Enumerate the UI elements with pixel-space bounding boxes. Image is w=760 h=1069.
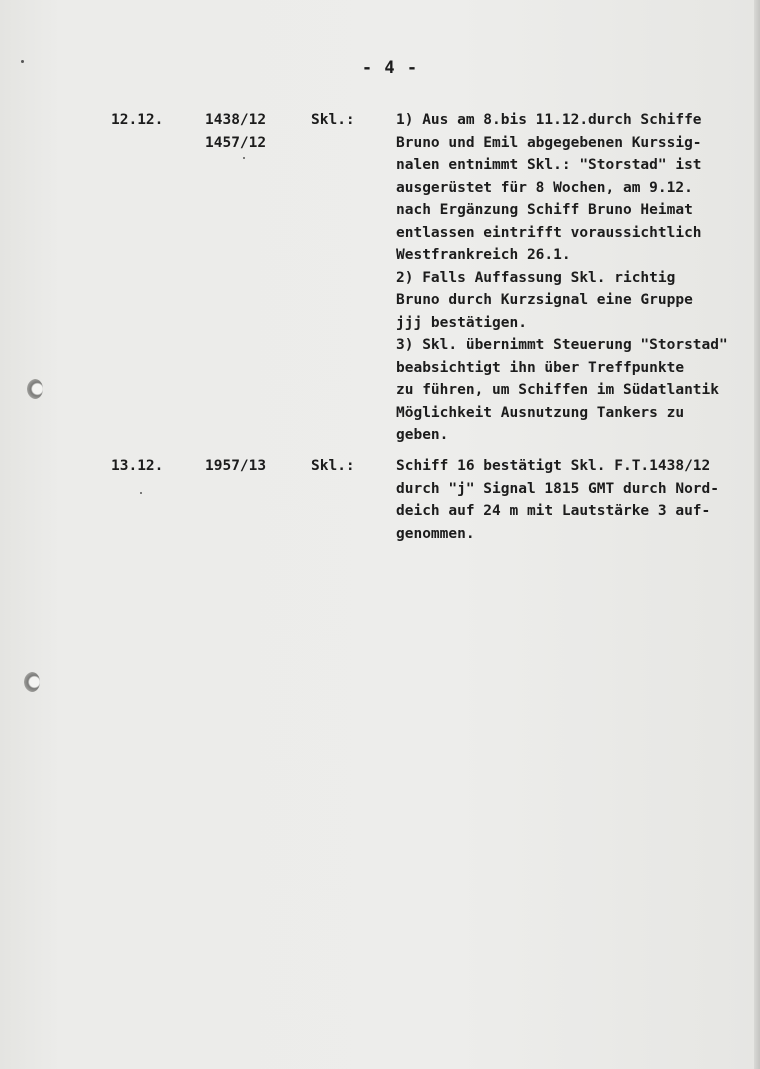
- entry-sender: Skl.:: [311, 112, 355, 128]
- entry-text-line: beabsichtigt ihn über Treffpunkte: [396, 359, 685, 376]
- entry-text-line: jjj bestätigen.: [396, 314, 527, 331]
- entry-text-line: ausgerüstet für 8 Wochen, am 9.12.: [396, 179, 693, 196]
- entry-text-line: geben.: [396, 427, 449, 443]
- entry-text-line: 1) Aus am 8.bis 11.12.durch Schiffe: [396, 112, 702, 128]
- entry-text-line: deich auf 24 m mit Lautstärke 3 auf-: [396, 503, 711, 519]
- punch-hole-lower: [24, 672, 40, 692]
- entry-text-line: 2) Falls Auffassung Skl. richtig: [396, 269, 676, 286]
- entry-text: [396, 109, 760, 447]
- entry-text-line: nach Ergänzung Schiff Bruno Heimat: [396, 202, 693, 218]
- entry-text: [396, 455, 760, 545]
- entry-reference: 1957/13: [205, 458, 267, 474]
- entry-sender: Skl.:: [311, 458, 355, 474]
- paper-speck: [140, 492, 142, 494]
- entry-text-line: Bruno und Emil abgegebenen Kurssig-: [396, 134, 702, 151]
- entry-date: 13.12.: [111, 458, 164, 474]
- entry-text-line: Bruno durch Kurzsignal eine Gruppe: [396, 292, 693, 308]
- entry-text-line: Westfrankreich 26.1.: [396, 247, 571, 263]
- entry-text-line: nalen entnimmt Skl.: "Storstad" ist: [396, 157, 702, 173]
- paper-speck: [243, 157, 245, 159]
- entry-text-line: genommen.: [396, 525, 475, 542]
- entry-text-line: Möglichkeit Ausnutzung Tankers zu: [396, 404, 685, 421]
- entry-text-line: zu führen, um Schiffen im Südatlantik: [396, 382, 720, 398]
- entry-reference: 1457/12: [205, 134, 267, 151]
- page-number: - 4 -: [361, 58, 419, 78]
- entry-date: 12.12.: [111, 112, 164, 128]
- entry-reference: 1438/12: [205, 112, 267, 128]
- punch-hole-upper: [27, 379, 43, 399]
- entry-text-line: Schiff 16 bestätigt Skl. F.T.1438/12: [396, 458, 711, 474]
- entry-references: [205, 455, 266, 478]
- entry-text-line: 3) Skl. übernimmt Steuerung "Storstad": [396, 337, 728, 353]
- entry-references: [205, 109, 266, 154]
- entry-text-line: entlassen eintrifft voraussichtlich: [396, 224, 702, 241]
- entry-text-line: durch "j" Signal 1815 GMT durch Nord-: [396, 480, 720, 497]
